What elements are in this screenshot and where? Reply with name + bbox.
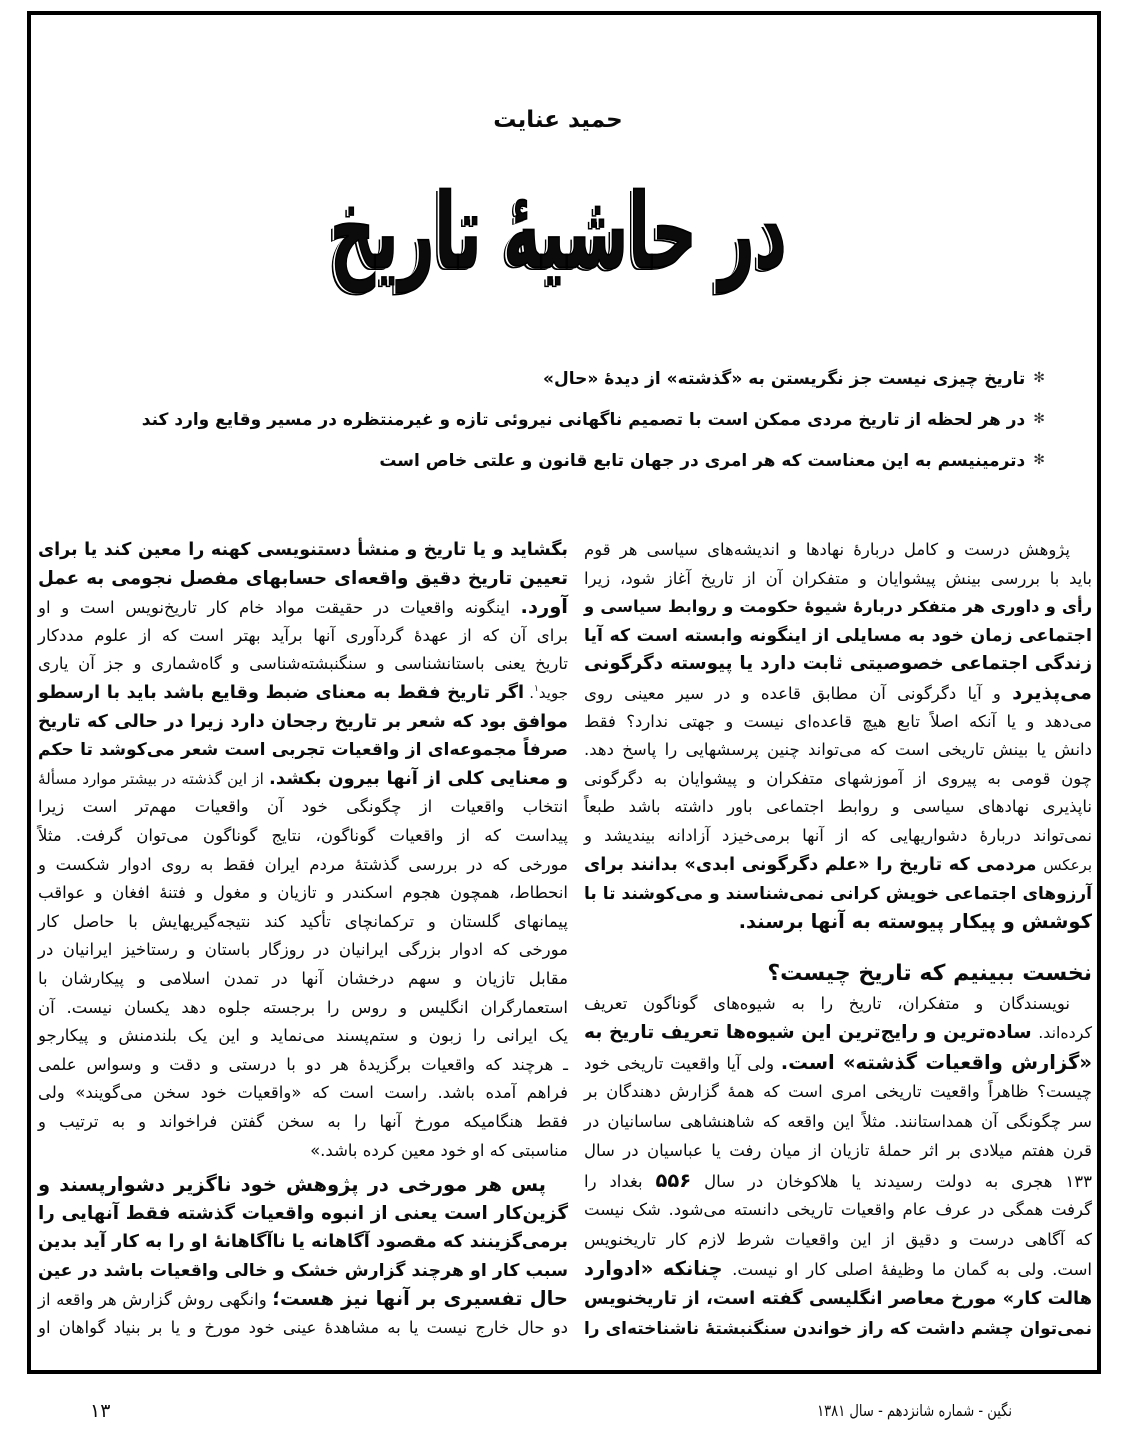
body-text: انتخاب واقعیات از چگونگی خود آن واقعیات مهم‌تر است زیرا (38, 797, 568, 817)
body-text: کرده‌اند. (1038, 1023, 1092, 1043)
text-line (584, 992, 1092, 1016)
author-name: حمید عنایت (493, 107, 623, 133)
bold-text: صرفاً مجموعه‌ای از واقعیات تجربی است شعر می‌کوشد تا حکم (38, 740, 568, 761)
body-text: چون قومی به پیروی از آموزشهای متفکران و پیشوایان به دگرگونی (584, 768, 1092, 788)
text-line (584, 1110, 1092, 1134)
body-text: دانش یا بینش تاریخی است که می‌تواند چنین پرسشهایی را پاسخ دهد. (584, 740, 1092, 760)
bold-text: ساده‌ترین و رایج‌ترین این شیوه‌ها تعریف تاریخ به (584, 1022, 1039, 1044)
text-line (584, 1257, 1092, 1282)
text-line (38, 1081, 568, 1105)
bold-text: «گزارش واقعیات گذشته» است. (780, 1050, 1092, 1074)
text-line (38, 1024, 568, 1048)
body-text: که آگاهی درست و دقیق از این واقعیات شرط لازم کار تاریخنویس (584, 1229, 1092, 1249)
text-line (584, 1287, 1092, 1311)
bold-text: موافق بود که شعر بر تاریخ رجحان دارد زیرا در حالی که تاریخ (38, 711, 568, 732)
text-line (38, 1230, 568, 1254)
text-line (38, 910, 568, 934)
body-text: ۱۳۳ هجری به دولت رسیدند یا هلاکوخان در سال (691, 1171, 1092, 1191)
text-line (584, 567, 1092, 591)
body-text: پیمانهای گلستان و ترکمانچای تأکید کند نتیجه‌گیریهایش با حاصل کار (38, 911, 568, 931)
bold-text: ۵۵۶ (655, 1168, 692, 1192)
highlight-text: تاریخ چیزی نیست جز نگریستن به «گذشته» از دیدهٔ «حال» (542, 369, 1026, 389)
body-text: قرن هفتم میلادی بر اثر حملهٔ تازیان از میان رفت یا عباسیان در سال (584, 1141, 1092, 1161)
bold-text: چنانکه «ادوارد (584, 1257, 733, 1281)
text-line (584, 1316, 1092, 1341)
article-title: در حاشیهٔ تاریخ (329, 170, 787, 293)
text-line (584, 652, 1092, 676)
body-text: برعکس (1043, 855, 1092, 874)
body-text: چیست؟ ظاهراً واقعیت تاریخی امری است که همهٔ گزارش دهندگان بر (584, 1082, 1092, 1102)
text-line (38, 881, 568, 905)
text-line (38, 738, 568, 762)
body-text: فراهم آمده باشد. راست است که «واقعیات خود سخن می‌گویند» ولی (38, 1083, 568, 1103)
text-line (38, 853, 568, 877)
body-text: ناپذیری نهادهای سیاسی و روابط اجتماعی باور داشته باشد طبعاً (584, 797, 1092, 817)
text-line (584, 824, 1092, 848)
body-text: باید با بررسی بینش پیشوایان و متفکران آن از تاریخ آغاز شود، زیرا (584, 568, 1092, 588)
bold-text: حال تفسیری بر آنها نیز هست؛ (272, 1287, 568, 1311)
page-number: ۱۳ (90, 1400, 111, 1422)
body-text: نمی‌تواند دربارهٔ دشواریهایی که از آنها برمی‌خیزد آزادانه بیندیشد و (584, 826, 1092, 845)
bold-text: زندگی اجتماعی خصوصیتی ثابت دارد یا پیوسته دگرگونی (584, 653, 1092, 675)
text-line (38, 767, 568, 791)
body-text: مقابل تازیان و سهم درخشان آنها در تمدن اسلامی و پیکارشان با (38, 969, 568, 988)
text-line (584, 767, 1092, 791)
body-text: بغداد را (584, 1171, 656, 1191)
text-line (38, 795, 568, 819)
text-line (38, 1110, 568, 1134)
bold-text: آرزوهای اجتماعی خویش کرانی نمی‌شناسند و می‌کوشند تا با (584, 883, 1092, 904)
body-text: پژوهش درست و کامل دربارهٔ نهادها و اندیشه‌های سیاسی هر قوم (584, 540, 1070, 559)
body-text: است. ولی به گمان ما وظیفهٔ اصلی کار او نیست. (732, 1260, 1092, 1280)
text-line (38, 967, 568, 991)
bold-text: برمی‌گزینند که مقصود آگاهانه یا ناآگاهانهٔ او را به کار آید بدین (38, 1232, 568, 1253)
text-line (38, 1053, 568, 1077)
text-line (38, 1287, 568, 1312)
text-line (38, 595, 568, 620)
text-line (584, 1198, 1092, 1222)
bold-text: کوشش و پیکار پیوسته به آنها برسند. (738, 909, 1092, 933)
body-text: مورخی که ادوار بزرگی ایرانیان در روزگار باستان و رستاخیز ایرانیان در (38, 940, 568, 960)
body-text: سر چگونگی آن همداستانند. مثلاً این واقعه که شاهنشاهی ساسانیان در (584, 1111, 1092, 1131)
text-line (38, 1173, 568, 1198)
bold-text: مردمی که تاریخ را «علم دگرگونی ابدی» بدانند برای (584, 854, 1044, 875)
body-text: . (524, 684, 535, 702)
body-text: می‌دهد و یا آنکه اصلاً تابع هیچ قاعده‌ای نیست و جهتی ندارد؟ فقط (584, 711, 1092, 731)
text-line (584, 595, 1092, 619)
text-line (584, 795, 1092, 819)
body-text: از این گذشته در بیشتر موارد مسألهٔ (38, 769, 270, 788)
body-text: انحطاط، همچون هجوم اسکندر و تازیان و مغول و فتنهٔ افغان و عواقب (38, 883, 568, 903)
article-title-block (0, 170, 1116, 302)
bold-text: هالت کار» مورخ معاصر انگلیسی گفته است، از تاریخنویس (584, 1288, 1092, 1309)
text-line (584, 853, 1092, 877)
body-text: استعمارگران انگلیس و روس را برجسته جلوه دهد یکسان نیست. آن (38, 997, 568, 1017)
bold-text: نمی‌توان چشم داشت که راز خواندن سنگنبشتهٔ ناشناخته‌ای را (584, 1317, 1092, 1338)
body-text: تاریخ یعنی باستانشناسی و سنگنبشته‌شناسی و گاه‌شماری و جز آن یاری (38, 654, 568, 674)
highlight-item (140, 445, 1045, 476)
bold-text: بگشاید و یا تاریخ و منشأ دستنویسی کهنه را معین کند یا برای (38, 540, 568, 560)
highlight-text: در هر لحظه از تاریخ مردی ممکن است با تصمیم ناگهانی نیروئی تازه و غیرمنتظره در مسیر وقایع وارد کند (141, 410, 1026, 430)
body-text: ـ هرچند که واقعیات برگزیدهٔ هر دو با درستی و دقت و وسواس علمی (38, 1054, 568, 1074)
body-text: و آیا دگرگونی آن مطابق قاعده و در سیر معینی روی (584, 684, 1013, 703)
bold-text: گزین‌کار است یعنی از انبوه واقعیات گذشته فقط آنهایی را (38, 1202, 568, 1224)
text-line (584, 1139, 1092, 1163)
bold-text: اجتماعی زمان خود به مسایلی از اینگونه وابسته است که آیا (584, 625, 1092, 646)
text-line (584, 538, 1092, 562)
section-heading: نخست ببینیم که تاریخ چیست؟ (767, 961, 1092, 986)
text-line (38, 681, 568, 705)
text-line (584, 1228, 1092, 1252)
bold-text: سبب کار او هرچند گزارش خشک و خالی واقعیات باشد در عین (38, 1260, 568, 1281)
bold-text: می‌پذیرد (1012, 681, 1092, 704)
text-line (584, 1021, 1092, 1045)
text-line (38, 1202, 568, 1226)
text-line (38, 1316, 568, 1340)
text-line (38, 538, 568, 562)
bold-text: پس هر مورخی در پژوهش خود ناگزیر دشوارپسند و (38, 1173, 546, 1196)
body-text: جوید (538, 684, 568, 702)
body-text: برای آن که از عهدهٔ گردآوری آنها برآید بهتر است که از علوم مددکار (38, 625, 568, 645)
bold-text: رأی و داوری هر متفکر دربارهٔ شیوهٔ حکومت و روابط سیاسی و (584, 597, 1092, 617)
body-text: فقط هنگامیکه مورخ آنها را به سخن گفتن فراخواند و به ترتیب و (38, 1112, 568, 1131)
text-line (584, 681, 1092, 706)
text-line (38, 652, 568, 676)
text-line (38, 1139, 568, 1163)
body-text: گرفت همگی در عرف عام واقعیات تاریخی دانسته می‌شود. شک نیست (584, 1200, 1092, 1220)
text-line (584, 1051, 1092, 1076)
text-line (584, 738, 1092, 762)
text-line (38, 624, 568, 648)
body-text: مورخی که در بررسی گذشتهٔ مردم ایران فقط به روی ادوار شکست و (38, 854, 568, 874)
text-line (584, 710, 1092, 734)
bold-text: تعیین تاریخ دقیق واقعه‌ای حسابهای مفصل نجومی به عمل (38, 567, 568, 589)
asterisk-icon (1033, 363, 1045, 393)
text-line (38, 567, 568, 591)
text-line (584, 1080, 1092, 1104)
text-line (38, 710, 568, 734)
highlight-item (140, 363, 1045, 394)
highlight-item (140, 404, 1045, 435)
asterisk-icon (1033, 445, 1045, 475)
bold-text: آورد. (520, 595, 568, 619)
body-text: پیداست که از واقعیات گوناگون، نتایج گوناگون می‌توان گرفت. مثلاً (38, 826, 568, 845)
text-line (38, 824, 568, 848)
text-line (584, 1169, 1092, 1194)
bold-text: و معنایی کلی از آنها بیرون بکشد. (269, 767, 568, 789)
body-text: دو حال خارج نیست یا به مشاهدهٔ عینی خود مورخ و یا بر بنیاد گواهان او (38, 1318, 568, 1337)
publication-info: نگین - شماره شانزدهم - سال ۱۳۸۱ (817, 1401, 1012, 1420)
text-line (584, 624, 1092, 648)
text-line (38, 938, 568, 962)
body-text: یک ایرانی را زبون و ستم‌پسند می‌نماید و این یک بلندمنش و پیکارجو (38, 1026, 568, 1046)
body-text: اینگونه واقعیات در حقیقت مواد خام کار تاریخ‌نویس است و او (38, 598, 521, 618)
body-text: وانگهی روش گزارش هر واقعه از (38, 1290, 273, 1310)
text-line (584, 910, 1092, 935)
text-line (38, 996, 568, 1020)
body-text: ولی آیا واقعیت تاریخی خود (584, 1053, 781, 1073)
body-text: مناسبتی که او خود معین کرده باشد.» (310, 1140, 568, 1160)
body-text: نویسندگان و متفکران، تاریخ را به شیوه‌های گوناگون تعریف (584, 994, 1070, 1013)
bold-text: اگر تاریخ فقط به معنای ضبط وقایع باشد باید با ارسطو (38, 683, 525, 703)
text-line (584, 881, 1092, 906)
text-line (38, 1259, 568, 1283)
highlight-text: دترمینیسم به این معناست که هر امری در جهان تابع قانون و علتی خاص است (379, 451, 1026, 471)
asterisk-icon (1033, 404, 1045, 434)
footnote-marker: ۱ (534, 684, 539, 694)
